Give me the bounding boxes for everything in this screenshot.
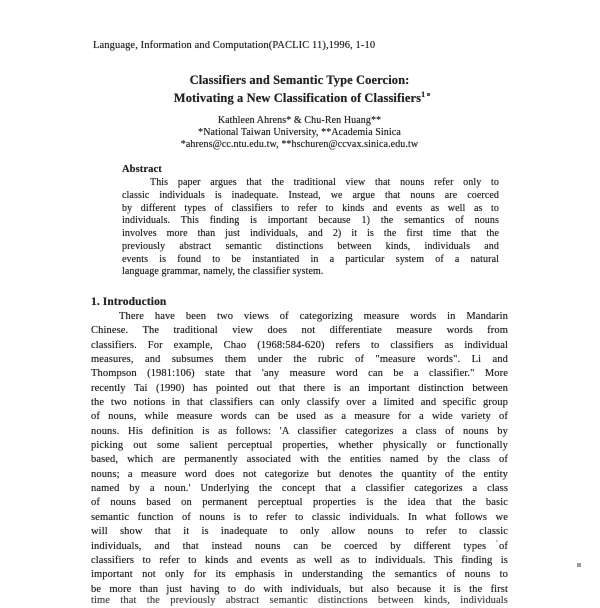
emails-line: *ahrens@cc.ntu.edu.tw, **hschuren@ccvax.sinica.edu.tw (180, 139, 419, 150)
scan-speck (427, 93, 430, 96)
body-line: nouns. His definition is as follows: 'A classifier categorizes a class of nouns by (91, 425, 508, 437)
abstract-line: individuals. This finding is important because 1) the semantics of nouns (122, 215, 499, 227)
scan-speck (496, 540, 498, 542)
abstract-line: events is found to be instantiated in a particular system of a natural (122, 253, 499, 265)
introduction-body (91, 310, 508, 597)
scan-speck (577, 563, 581, 567)
abstract-heading: Abstract (122, 164, 162, 175)
abstract-line: by different types of classifiers to refer to kinds and events as well as to (122, 202, 499, 214)
body-line: will show that it is inadequate to only allow nouns to refer to classic (91, 526, 508, 538)
body-line: Chinese. The traditional view does not differentiate measure words from (91, 325, 508, 337)
body-line: classifiers. For example, Chao (1968:584-620) refers to classifiers as individual (91, 339, 508, 351)
title-footnote-marker: 1 (421, 89, 426, 99)
byline (91, 115, 508, 151)
body-line: the two notions in that classifiers can only classify over a limited and specific group (91, 397, 508, 409)
clipped-bottom-line: time that the previously abstract semantic distinctions between kinds, individuals (91, 595, 508, 606)
paper-title-line2: Motivating a New Classification of Classifiers$^1$ (173, 89, 426, 105)
body-line: recently Tai (1990) has pointed out that there is an important distinction between (91, 382, 508, 394)
paper-title-line1: Classifiers and Semantic Type Coercion: (189, 73, 410, 87)
body-line: named by a noun.' Underlying the concept that a classifier categorizes a class (91, 483, 508, 495)
journal-header: Language, Information and Computation(PACLIC 11),1996, 1-10 (93, 40, 376, 51)
affiliations-line: *National Taiwan University, **Academia Sinica (198, 127, 401, 138)
body-line: individuals, and that instead nouns can be coerced by different types of (91, 540, 508, 552)
body-line: There have been two views of categorizing measure words in Mandarin (119, 311, 508, 322)
body-line: of nouns, while measure words can be used as a measure for a wide variety of (91, 411, 508, 423)
body-line: picking out some salient perceptual properties, whether physically or functionally (91, 440, 508, 452)
abstract-body (122, 177, 499, 279)
body-line: nouns; a measure word does not categorize but denotes the quantity of the entity (91, 468, 508, 480)
abstract-line: language grammar, namely, the classifier system. (122, 266, 324, 278)
abstract-line: previously abstract semantic distinctions between kinds, individuals and (122, 240, 499, 252)
body-line: important not only for its emphasis in understanding the semantics of nouns to (91, 569, 508, 581)
body-line: semantic function of nouns is to refer to classic individuals. In what follows we (91, 511, 508, 523)
abstract-line: classic individuals is inadequate. Instead, we argue that nouns are coerced (122, 189, 499, 201)
abstract-line: This paper argues that the traditional view that nouns refer only to (150, 177, 499, 188)
section-heading-introduction: 1. Introduction (91, 296, 167, 308)
body-line: of nouns based on permanent perceptual properties is the idea that the basic (91, 497, 508, 509)
body-line: measures, and subsumes them under the rubric of "measure words". Li and (91, 354, 508, 366)
body-line: be more than just having to do with individuals, but also because it is the first (91, 583, 508, 595)
body-line: based, which are permanently associated with the entities named by the class of (91, 454, 508, 466)
authors-line: Kathleen Ahrens* & Chu-Ren Huang** (217, 115, 382, 126)
abstract-line: involves more than just individuals, and 2) it is the first time that the (122, 228, 499, 239)
body-line: Thompson (1981:106) state that 'any measure word can be a classifier." More (91, 368, 508, 380)
body-line: classifiers to refer to kinds and events as well as to individuals. This finding is (91, 554, 508, 566)
paper-title (91, 73, 508, 105)
